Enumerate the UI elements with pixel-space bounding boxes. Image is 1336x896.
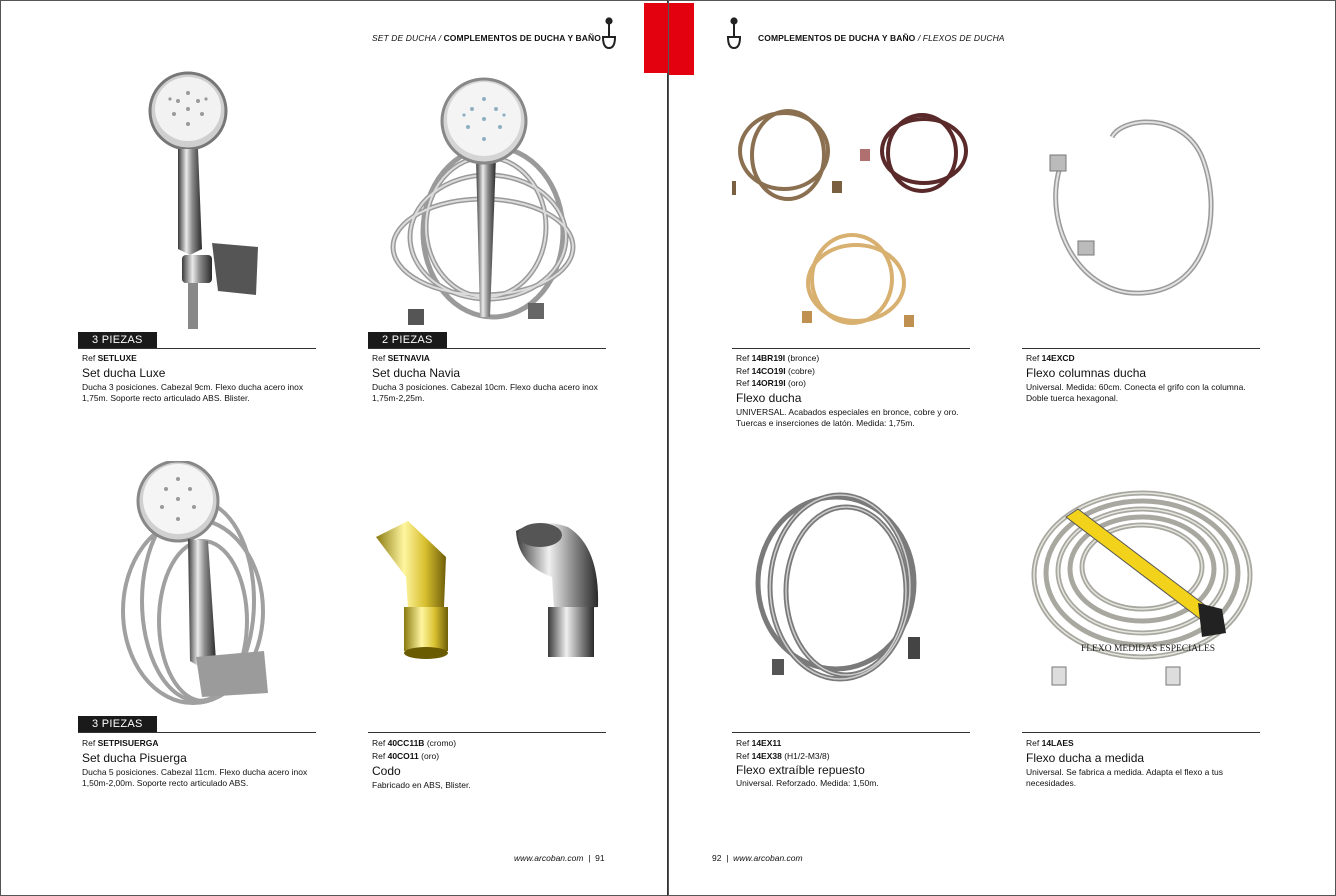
ref-line [1026, 352, 1075, 365]
divider-rule [732, 732, 970, 733]
header-section: SET DE DUCHA [372, 33, 437, 43]
ref-note: (cobre) [785, 365, 815, 376]
ref-code: SETLUXE [97, 353, 137, 363]
ref-line [372, 352, 430, 365]
product-title: Flexo ducha [736, 391, 802, 405]
ref-prefix: Ref [736, 378, 752, 388]
ref-prefix: Ref [372, 353, 388, 363]
ref-code: 40CC11B [387, 738, 425, 748]
ref-code: SETNAVIA [387, 353, 430, 363]
ref-prefix: Ref [82, 738, 98, 748]
header-separator: / [436, 33, 444, 43]
ref-note: (oro) [418, 750, 440, 761]
ref-prefix: Ref [372, 750, 388, 761]
footer-url[interactable]: www.arcoban.com [733, 853, 803, 863]
product-description: Universal. Medida: 60cm. Conecta el grifo con la columna. Doble tuerca hexagonal. [1026, 382, 1246, 403]
ref-code: 14BR19I [751, 353, 786, 363]
ref-line [82, 737, 159, 750]
product-refs [1026, 352, 1075, 365]
footer-url[interactable]: www.arcoban.com [514, 853, 584, 863]
divider-rule [1022, 348, 1260, 349]
ref-prefix: Ref [372, 738, 388, 748]
faucet-logo-icon [600, 17, 618, 51]
product-refs [736, 737, 830, 762]
ref-prefix: Ref [736, 738, 752, 748]
ref-code: 14EX11 [751, 738, 782, 748]
ref-code: 14EXCD [1041, 353, 1075, 363]
divider-rule [78, 732, 316, 733]
divider-rule [78, 348, 316, 349]
product-title: Set ducha Pisuerga [82, 751, 187, 765]
product-description: Universal. Se fabrica a medida. Adapta el flexo a tus necesidades. [1026, 767, 1224, 788]
ref-prefix: Ref [82, 353, 98, 363]
left-footer [514, 853, 605, 863]
ref-line [736, 352, 819, 365]
product-description: Ducha 3 posiciones. Cabezal 9cm. Flexo ducha acero inox 1,75m. Soporte recto articulado ABS. Blister. [82, 382, 304, 403]
ref-line [736, 377, 819, 390]
ref-code: 14EX38 [751, 750, 782, 761]
ref-line [736, 750, 830, 763]
divider-rule [368, 348, 606, 349]
divider-rule [732, 348, 970, 349]
product-title: Codo [372, 764, 401, 778]
badge-pieces: 2 PIEZAS [368, 332, 447, 348]
footer-separator: | [588, 853, 591, 863]
ref-note: (H1/2-M3/8) [781, 750, 830, 761]
product-description: Universal. Reforzado. Medida: 1,50m. [736, 778, 879, 788]
ref-code: 14OR19I [751, 378, 786, 388]
right-page [668, 0, 1336, 896]
product-title: Flexo columnas ducha [1026, 366, 1147, 380]
product-refs [1026, 737, 1074, 750]
product-title: Set ducha Navia [372, 366, 461, 380]
product-refs [372, 737, 456, 762]
ref-line [372, 750, 456, 763]
badge-pieces: 3 PIEZAS [78, 332, 157, 348]
right-footer [712, 853, 803, 863]
ref-prefix: Ref [736, 353, 752, 363]
product-image-flexo-ducha [732, 101, 970, 333]
ref-note: (bronce) [785, 353, 820, 363]
header-section: FLEXOS DE DUCHA [922, 33, 1005, 43]
header-separator: / [915, 33, 923, 43]
ref-line [1026, 737, 1074, 750]
ref-line [372, 737, 456, 750]
product-description: Ducha 5 posiciones. Cabezal 11cm. Flexo ducha acero inox 1,50m-2,00m. Soporte recto articulado ABS. [82, 767, 308, 788]
ref-prefix: Ref [1026, 738, 1042, 748]
product-title: Flexo ducha a medida [1026, 751, 1145, 765]
ref-code: 14CO19I [751, 365, 786, 376]
ref-note: (oro) [785, 378, 806, 388]
product-image-flexo-extraible [732, 487, 970, 687]
ref-line [736, 737, 830, 750]
image-caption: FLEXO MEDIDAS ESPECIALES [1080, 644, 1216, 654]
faucet-logo-icon [725, 17, 743, 51]
product-description: UNIVERSAL. Acabados especiales en bronce, cobre y oro. Tuercas e inserciones de latón. Medida: 1,75m. [736, 407, 959, 428]
footer-page-number: 91 [595, 853, 605, 863]
ref-code: SETPISUERGA [97, 738, 159, 748]
product-title: Flexo extraíble repuesto [736, 763, 865, 777]
product-image-codo [368, 517, 606, 665]
product-refs [372, 352, 430, 365]
ref-line [82, 352, 137, 365]
product-image-set-pisuerga [78, 461, 316, 715]
header-category: COMPLEMENTOS DE DUCHA Y BAÑO [758, 33, 916, 43]
ref-note: (cromo) [424, 738, 457, 748]
product-description: Fabricado en ABS, Blister. [372, 780, 471, 790]
red-page-tab [644, 3, 668, 73]
product-refs [82, 737, 159, 750]
badge-pieces: 3 PIEZAS [78, 716, 157, 732]
ref-code: 40CO11 [387, 750, 419, 761]
red-page-tab [669, 3, 694, 75]
ref-prefix: Ref [1026, 353, 1042, 363]
product-image-set-luxe [78, 69, 316, 329]
ref-code: 14LAES [1041, 738, 1074, 748]
divider-rule [1022, 732, 1260, 733]
product-title: Set ducha Luxe [82, 366, 166, 380]
footer-page-number: 92 [712, 853, 722, 863]
header-category: COMPLEMENTOS DE DUCHA Y BAÑO [443, 33, 601, 43]
ref-line [736, 365, 819, 378]
divider-rule [368, 732, 606, 733]
ref-prefix: Ref [736, 750, 752, 761]
product-refs [82, 352, 137, 365]
product-image-flexo-medida [1022, 485, 1260, 691]
left-page-header [372, 33, 601, 43]
right-page-header [758, 33, 1005, 43]
product-image-set-navia [368, 77, 606, 331]
footer-separator: | [726, 853, 729, 863]
product-description: Ducha 3 posiciones. Cabezal 10cm. Flexo ducha acero inox 1,75m-2,25m. [372, 382, 598, 403]
ref-prefix: Ref [736, 365, 752, 376]
product-refs [736, 352, 819, 390]
product-image-flexo-columnas [1022, 117, 1260, 303]
